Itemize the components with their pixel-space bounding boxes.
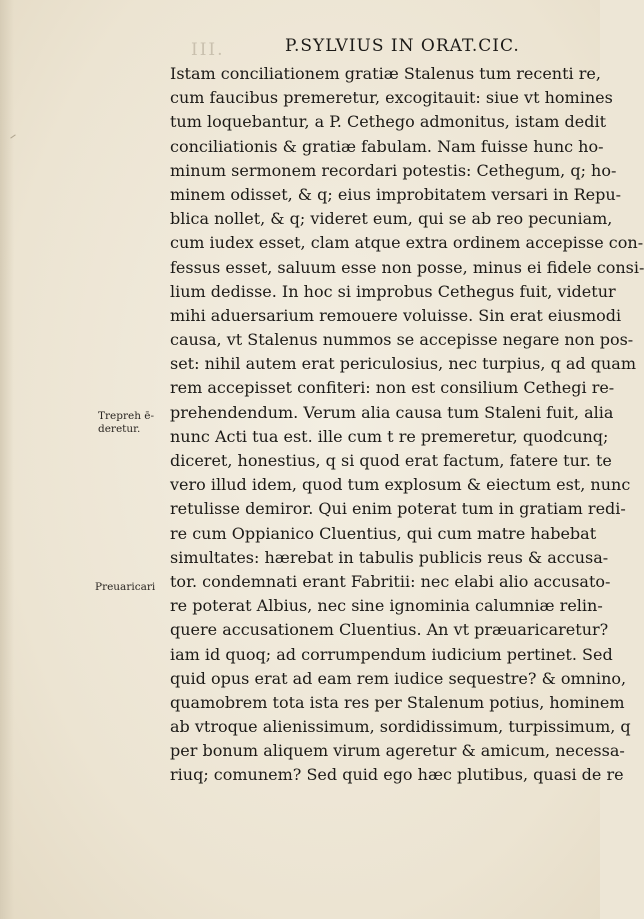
text-line: conciliationis & gratiæ fabulam. Nam fuisse hunc ho- (170, 136, 604, 156)
text-line: ab vtroque alienissimum, sordidissimum, turpissimum, q (170, 717, 631, 737)
body-text (170, 62, 644, 788)
text-line: quid opus erat ad eam rem iudice sequestre? & omnino, (170, 668, 627, 688)
text-line: rem accepisset confiteri: non est consilium Cethegi re- (170, 378, 615, 398)
text-line: re poterat Albius, nec sine ignominia calumniæ relin- (170, 596, 603, 616)
text-line: set: nihil autem erat periculosius, nec turpius, q ad quam (170, 354, 637, 374)
text-line: Istam conciliationem gratiæ Stalenus tum recenti re, (170, 64, 601, 83)
text-line: quere accusationem Cluentius. An vt præuaricaretur? (170, 620, 609, 640)
text-line: retulisse demiror. Qui enim poterat tum in gratiam redi- (170, 499, 626, 519)
text-line: iam id quoq; ad corrumpendum iudicium pertinet. Sed (170, 644, 613, 664)
text-line: prehendendum. Verum alia causa tum Staleni fuit, alia (170, 402, 614, 422)
text-line: diceret, honestius, q si quod erat factum, fatere tur. te (170, 451, 612, 470)
text-line: re cum Oppianico Cluentius, qui cum matre habebat (170, 523, 597, 543)
margin-note-line: Trepreh ē- (98, 410, 155, 422)
text-line: cum iudex esset, clam atque extra ordinem accepisse con- (170, 233, 644, 253)
text-line: mihi aduersarium remouere voluisse. Sin erat eiusmodi (170, 305, 622, 325)
folio-mark: III. (191, 40, 225, 60)
text-line: per bonum aliquem virum ageretur & amicum, necessa- (170, 741, 625, 761)
text-line: fessus esset, saluum esse non posse, minus ei fidele consi- (170, 257, 644, 277)
text-line: minem odisset, & q; eius improbitatem versari in Repu- (170, 184, 622, 204)
margin-note-trepreh (98, 410, 154, 436)
text-line: vero illud idem, quod tum explosum & eiectum est, nunc (170, 475, 631, 495)
text-line: lium dedisse. In hoc si improbus Cethegus fuit, videtur (170, 281, 616, 301)
text-line: causa, vt Stalenus nummos se accepisse negare non pos- (170, 330, 634, 350)
text-line: nunc Acti tua est. ille cum t re premeretur, quodcunq; (170, 426, 609, 446)
margin-note-preuaricari (95, 581, 155, 594)
text-line: simultates: hærebat in tabulis publicis reus & accusa- (170, 547, 609, 567)
text-line: tum loquebantur, a P. Cethego admonitus, istam dedit (170, 112, 607, 132)
text-line: quamobrem tota ista res per Stalenum potius, hominem (170, 692, 625, 712)
text-line: minum sermonem recordari potestis: Cethegum, q; ho- (170, 160, 617, 180)
margin-note-line: deretur. (98, 423, 141, 435)
running-head: P.SYLVIUS IN ORAT.CIC. (285, 36, 520, 56)
text-line: riuq; comunem? Sed quid ego hæc plutibus, quasi de re (170, 765, 624, 785)
text-line: tor. condemnati erant Fabritii: nec elabi alio accusato- (170, 571, 611, 591)
text-line: blica nollet, & q; videret eum, qui se ab reo pecuniam, (170, 209, 613, 229)
margin-note-line: Preuaricari (95, 581, 156, 593)
text-line: cum faucibus premeretur, excogitauit: siue vt homines (170, 88, 613, 108)
